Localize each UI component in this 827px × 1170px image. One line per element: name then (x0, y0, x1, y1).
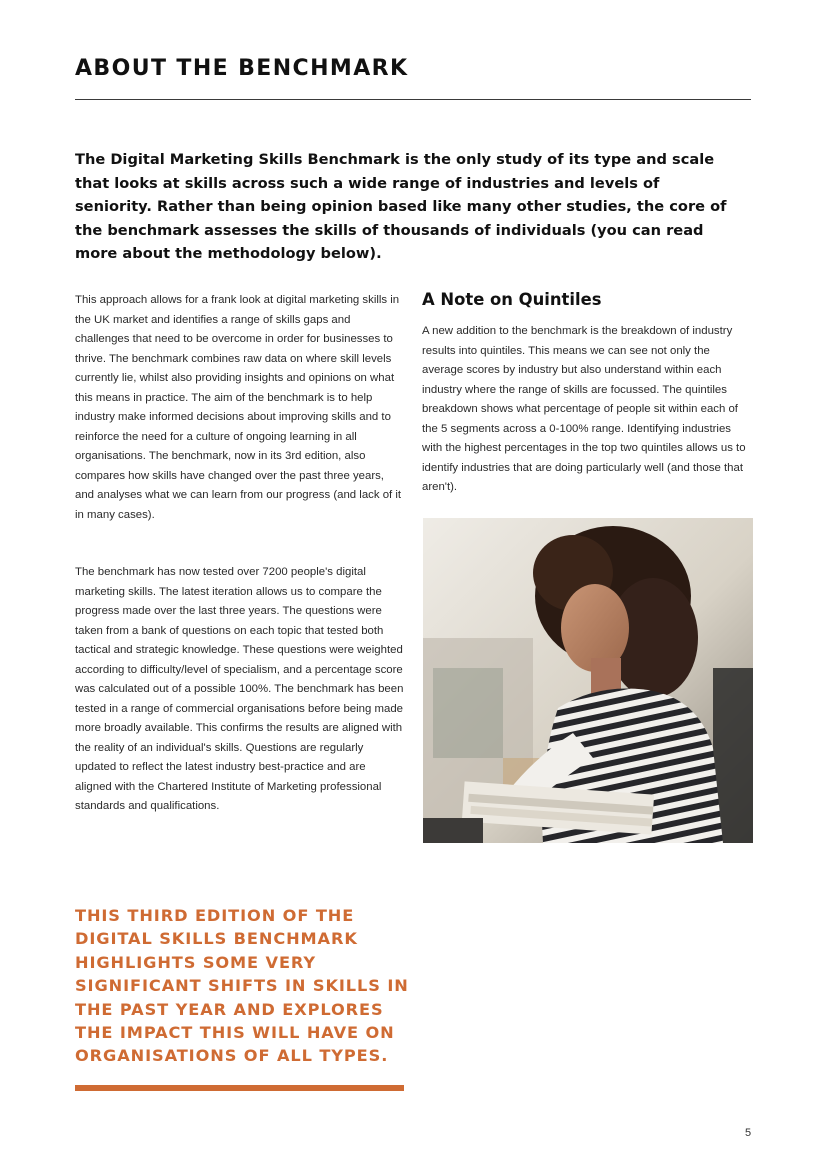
page-number: 5 (745, 1127, 752, 1139)
title-divider (75, 99, 751, 100)
quintiles-paragraph: A new addition to the benchmark is the breakdown of industry results into quintiles. This means we can see not only the average scores by industry but also understand within each industry where the range of skills are focussed. The quintiles breakdown shows what percentage of people sit within each of the 5 segments across a 0-100% range. Identifying industries with the highest percentages in the top two quintiles allows us to identify industries that are doing particularly well (and those that aren't). (422, 325, 746, 493)
body-paragraph-approach: This approach allows for a frank look at digital marketing skills in the UK market and identifies a range of skills gaps and challenges that need to be overcome in order for businesses to thrive. The benchmark combines raw data on where skill levels currently lie, whilst also providing insights and opinions on what this means in practice. The aim of the benchmark is to help industry make informed decisions about improving skills and to reinforce the need for a culture of ongoing learning in all organisations. The benchmark, now in its 3rd edition, also compares how skills have changed over the past three years, and analyses what we can learn from our progress (and lack of it in many cases). (75, 294, 402, 521)
page-title: ABOUT THE BENCHMARK (75, 56, 409, 81)
woman-at-laptop-photo (423, 518, 753, 843)
pull-quote-bar (75, 1085, 404, 1091)
pull-quote: THIS THIRD EDITION OF THE DIGITAL SKILLS BENCHMARK HIGHLIGHTS SOME VERY SIGNIFICANT SHIFTS IN SKILLS IN THE PAST YEAR AND EXPLORES THE IMPACT THIS WILL HAVE ON ORGANISATIONS OF ALL TYPES. (75, 906, 409, 1066)
body-paragraph-methodology: The benchmark has now tested over 7200 people's digital marketing skills. The latest iteration allows us to compare the progress made over the last three years. The questions were taken from a bank of questions on each topic that tested both tactical and strategic knowledge. These questions were weighted according to difficulty/level of specialism, and a percentage score was calculated out of a possible 100%. The benchmark has been tested in a range of commercial organisations before being made more broadly available. This confirms the results are aligned with the reality of an individual's skills. Questions are regularly updated to reflect the latest industry best-practice and are aligned with the Chartered Institute of Marketing professional standards and qualifications. (75, 566, 404, 812)
quintiles-heading: A Note on Quintiles (422, 290, 602, 309)
intro-paragraph: The Digital Marketing Skills Benchmark is the only study of its type and scale that looks at skills across such a wide range of industries and levels of seniority. Rather than being opinion based like many other studies, the core of the benchmark assesses the skills of thousands of individuals (you can read more about the methodology below). (75, 151, 727, 262)
